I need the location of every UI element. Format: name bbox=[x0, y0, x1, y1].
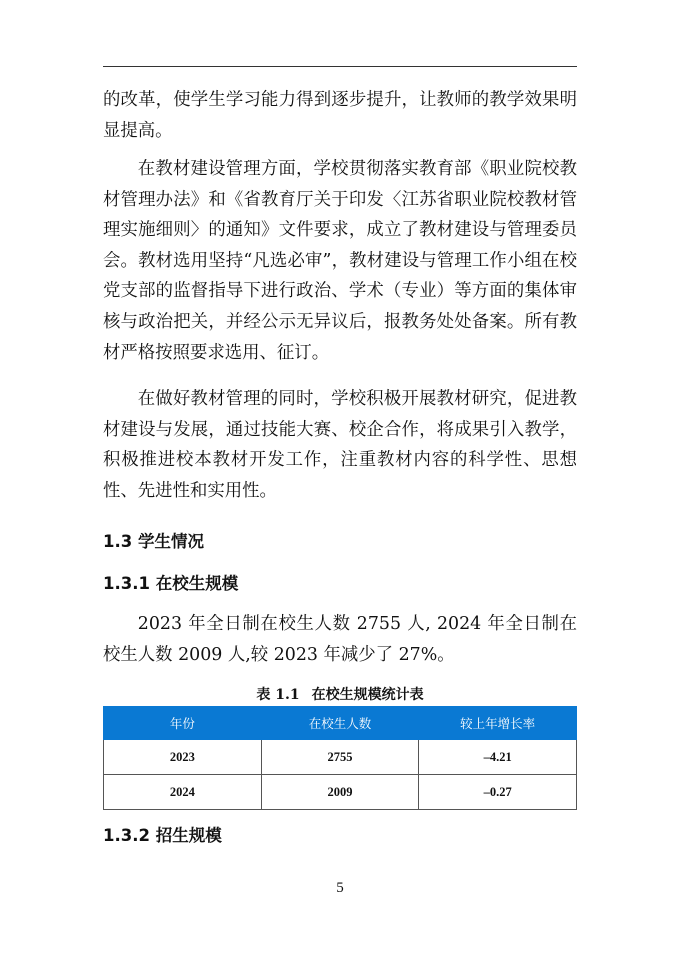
column-header-growth-rate: 较上年增长率 bbox=[419, 707, 577, 740]
table-caption bbox=[103, 684, 577, 704]
paragraph-text: 在教材建设管理方面，学校贯彻落实教育部《职业院校教材管理办法》和《省教育厅关于印发〈江苏省职业院校教材管理实施细则〉的通知》文件要求，成立了教材建设与管理委员会。教材选用坚持“凡选必审”，教材建设与管理工作小组在校党支部的监督指导下进行政治、学术（专业）等方面的集体审核与政治把关，并经公示无异议后，报教务处处备案。所有教材严格按照要求选用、征订。 bbox=[103, 159, 577, 363]
table-cell-student-count: 2009 bbox=[261, 775, 419, 810]
column-header-student-count: 在校生人数 bbox=[261, 707, 419, 740]
paragraph-textbook-management bbox=[103, 154, 577, 368]
paragraph-continuation bbox=[103, 85, 577, 146]
paragraph-text: 2023 年全日制在校生人数 2755 人, 2024 年全日制在校生人数 2009 人,较 2023 年减少了 27%。 bbox=[103, 614, 577, 665]
table-header-row bbox=[104, 707, 577, 740]
table-cell-growth-rate: –0.27 bbox=[419, 775, 577, 810]
table-caption-title: 在校生规模统计表 bbox=[311, 687, 424, 703]
column-header-year: 年份 bbox=[104, 707, 262, 740]
section-heading-enrollment-scale: 1.3.1 在校生规模 bbox=[103, 574, 239, 593]
table-cell-student-count: 2755 bbox=[261, 740, 419, 775]
paragraph-enrollment-stats bbox=[103, 609, 577, 670]
section-heading-admission-scale: 1.3.2 招生规模 bbox=[103, 826, 222, 845]
enrollment-stats-table bbox=[103, 706, 577, 810]
page-number: 5 bbox=[336, 880, 344, 896]
section-heading-student-situation: 1.3 学生情况 bbox=[103, 532, 204, 551]
table-cell-year: 2024 bbox=[104, 775, 262, 810]
table-cell-year: 2023 bbox=[104, 740, 262, 775]
paragraph-textbook-research bbox=[103, 384, 577, 506]
paragraph-text: 的改革，使学生学习能力得到逐步提升，让教师的教学效果明显提高。 bbox=[103, 90, 577, 141]
table-caption-label: 表 1.1 bbox=[256, 687, 300, 703]
paragraph-text: 在做好教材管理的同时，学校积极开展教材研究，促进教材建设与发展，通过技能大赛、校企合作，将成果引入教学，积极推进校本教材开发工作，注重教材内容的科学性、思想性、先进性和实用性。 bbox=[103, 389, 577, 501]
table-cell-growth-rate: –4.21 bbox=[419, 740, 577, 775]
header-rule bbox=[103, 66, 577, 67]
table-row bbox=[104, 775, 577, 810]
table-row bbox=[104, 740, 577, 775]
